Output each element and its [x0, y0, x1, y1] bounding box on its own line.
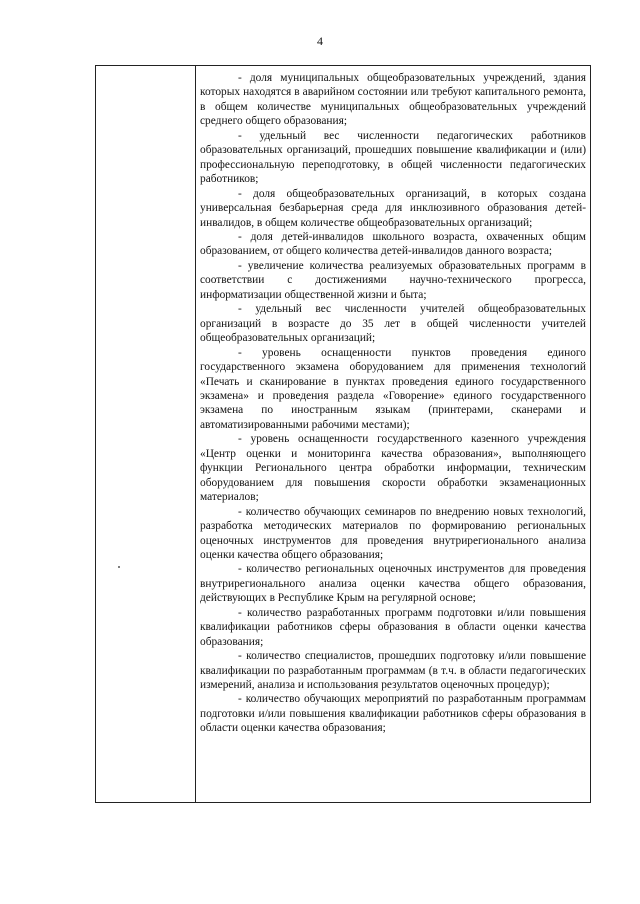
indicator-item: - количество обучающих семинаров по внедрению новых технологий, разработка методических материалов по формированию региональных оценочных инструментов для проведения внутрирегионального анализа оценки качества общего образования; [200, 505, 586, 561]
column-divider [195, 66, 196, 802]
indicator-item: - уровень оснащенности государственного казенного учреждения «Центр оценки и мониторинга качества образования», выполняющего функции Регионального центра обработки информации, техническим оборудованием для повышения скорости обработки экзаменационных материалов; [200, 433, 586, 504]
scan-speck [118, 566, 120, 568]
indicator-item: - количество специалистов, прошедших подготовку и/или повышение квалификации по разработанным программам (в т.ч. в области педагогических измерений, анализа и использования результатов оценочных процедур); [200, 650, 586, 692]
page-number: 4 [317, 34, 323, 48]
indicators-table [95, 65, 591, 803]
indicator-item: - доля детей-инвалидов школьного возраста, охваченных общим образованием, от общего количества детей-инвалидов данного возраста; [200, 230, 586, 258]
indicator-item: - удельный вес численности учителей общеобразовательных организаций в возрасте до 35 лет в общей численности учителей общеобразовательных организаций; [200, 303, 586, 345]
indicator-item: - количество региональных оценочных инструментов для проведения внутрирегионального анализа оценки качества общего образования, действующих в Республике Крым на регулярной основе; [200, 563, 586, 605]
indicator-item: - количество разработанных программ подготовки и/или повышения квалификации работников сферы образования в области оценки качества образования; [200, 606, 586, 648]
indicator-item: - уровень оснащенности пунктов проведения единого государственного экзамена оборудованием для применения технологий «Печать и сканирование в пунктах проведения единого государственного экзамена» и проведения раздела «Говорение» единого государственного экзамена по иностранным языкам (принтерами, сканерами и автоматизированными рабочими местами); [200, 346, 586, 431]
indicator-item: - количество обучающих мероприятий по разработанным программам подготовки и/или повышения квалификации работников сферы образования в области оценки качества образования; [200, 693, 586, 735]
indicator-item: - удельный вес численности педагогических работников образовательных организаций, прошедших повышение квалификации и (или) профессиональную переподготовку, в общей численности педагогических работников; [200, 129, 586, 186]
indicator-item: - доля общеобразовательных организаций, в которых создана универсальная безбарьерная среда для инклюзивного образования детей-инвалидов, в общем количестве общеобразовательных организаций; [200, 187, 586, 229]
indicator-item: - доля муниципальных общеобразовательных учреждений, здания которых находятся в аварийном состоянии или требуют капитального ремонта, в общем количестве муниципальных общеобразовательных учреждений среднего общего образования; [200, 72, 586, 128]
table-left-cell [96, 66, 195, 802]
indicator-item: - увеличение количества реализуемых образовательных программ в соответствии с достижениями научно-технического прогресса, информатизации общественной жизни и быта; [200, 259, 586, 301]
indicators-list [200, 71, 586, 736]
